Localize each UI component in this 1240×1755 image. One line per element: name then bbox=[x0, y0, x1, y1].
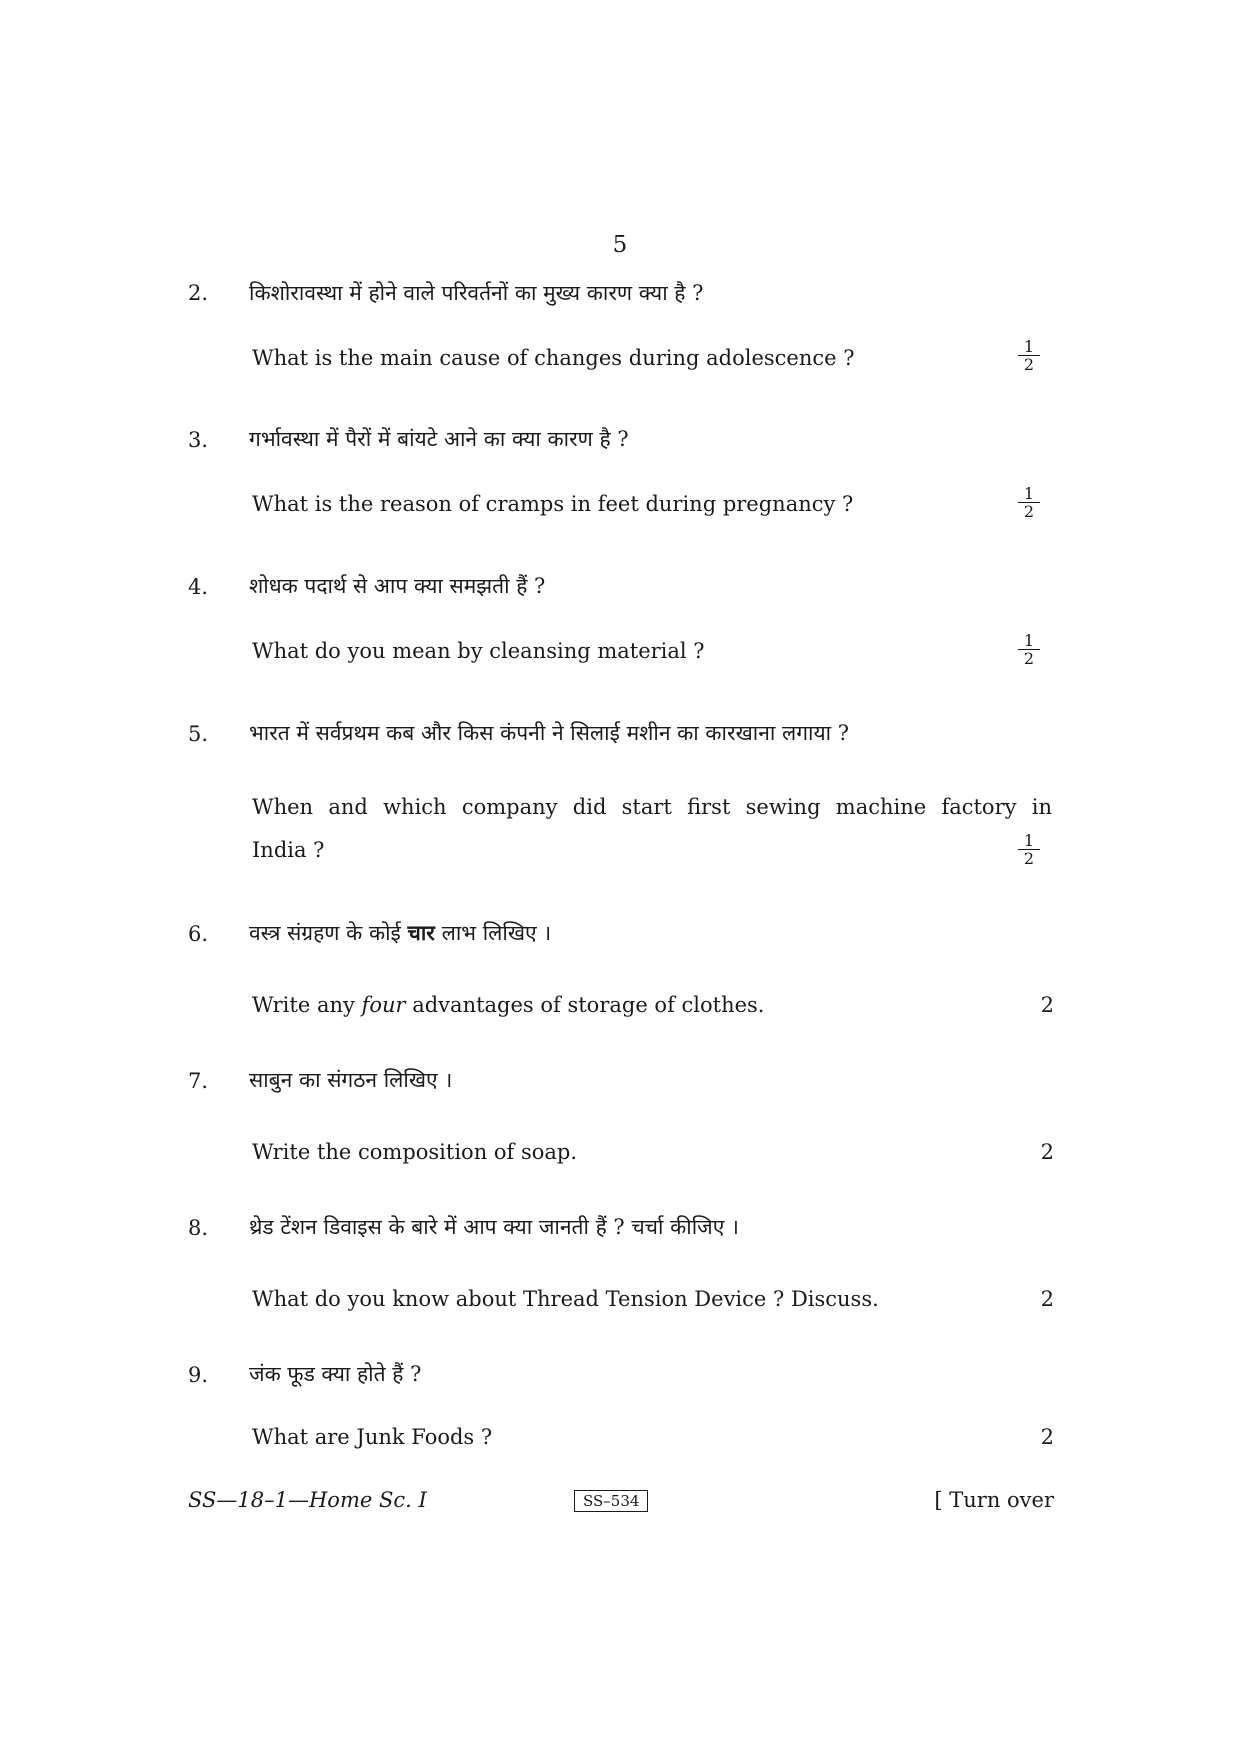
question-english: What are Junk Foods ? bbox=[252, 1425, 493, 1449]
marks-denominator: 2 bbox=[1023, 849, 1035, 868]
marks-denominator: 2 bbox=[1023, 502, 1035, 521]
marks-denominator: 2 bbox=[1023, 355, 1035, 374]
marks-fraction bbox=[1018, 485, 1040, 520]
question-number: 3. bbox=[188, 428, 209, 452]
marks: 2 bbox=[1040, 993, 1054, 1017]
question-english-emphasis: four bbox=[361, 993, 406, 1017]
question-english-part: advantages of storage of clothes. bbox=[412, 993, 765, 1017]
question-english: What do you know about Thread Tension Device ? Discuss. bbox=[252, 1287, 879, 1311]
marks-numerator: 1 bbox=[1018, 632, 1040, 650]
question-hindi: गर्भावस्था में पैरों में बांयटे आने का क्या कारण है ? bbox=[249, 427, 629, 451]
marks-numerator: 1 bbox=[1018, 832, 1040, 850]
marks-fraction bbox=[1018, 832, 1040, 867]
question-english: What is the main cause of changes during adolescence ? bbox=[252, 346, 855, 370]
marks: 2 bbox=[1040, 1140, 1054, 1164]
question-hindi: थ्रेड टेंशन डिवाइस के बारे में आप क्या जानती हैं ? चर्चा कीजिए । bbox=[249, 1215, 739, 1239]
marks-fraction bbox=[1018, 338, 1040, 373]
question-hindi: भारत में सर्वप्रथम कब और किस कंपनी ने सिलाई मशीन का कारखाना लगाया ? bbox=[249, 721, 850, 745]
marks: 2 bbox=[1040, 1425, 1054, 1449]
question-hindi-part: लाभ लिखिए । bbox=[441, 921, 552, 945]
marks: 2 bbox=[1040, 1287, 1054, 1311]
footer-paper-code: SS—18–1—Home Sc. I bbox=[188, 1488, 427, 1512]
question-english bbox=[252, 993, 1052, 1017]
question-english-part: Write any bbox=[252, 993, 355, 1017]
question-number: 2. bbox=[188, 281, 209, 305]
question-hindi: जंक फूड क्या होते हैं ? bbox=[249, 1362, 422, 1386]
marks-numerator: 1 bbox=[1018, 485, 1040, 503]
question-hindi-emphasis: चार bbox=[407, 920, 435, 945]
question-number: 5. bbox=[188, 722, 209, 746]
question-hindi: शोधक पदार्थ से आप क्या समझती हैं ? bbox=[249, 574, 546, 598]
question-hindi: किशोरावस्था में होने वाले परिवर्तनों का मुख्य कारण क्या है ? bbox=[249, 281, 704, 305]
question-hindi bbox=[249, 919, 551, 947]
question-hindi-part: वस्त्र संग्रहण के कोई bbox=[249, 921, 401, 945]
question-number: 6. bbox=[188, 922, 209, 946]
question-english: Write the composition of soap. bbox=[252, 1140, 578, 1164]
question-number: 9. bbox=[188, 1363, 209, 1387]
marks-numerator: 1 bbox=[1018, 338, 1040, 356]
question-number: 4. bbox=[188, 575, 209, 599]
marks-fraction bbox=[1018, 632, 1040, 667]
question-english-line2: India ? bbox=[252, 838, 325, 862]
page-number: 5 bbox=[612, 232, 628, 258]
question-english: What is the reason of cramps in feet during pregnancy ? bbox=[252, 492, 854, 516]
footer-turn-over: [ Turn over bbox=[934, 1488, 1054, 1512]
question-english-line1: When and which company did start first sewing machine factory in bbox=[252, 795, 1052, 819]
marks-denominator: 2 bbox=[1023, 649, 1035, 668]
question-english: What do you mean by cleansing material ? bbox=[252, 639, 705, 663]
question-hindi: साबुन का संगठन लिखिए । bbox=[249, 1068, 453, 1092]
question-number: 8. bbox=[188, 1216, 209, 1240]
question-number: 7. bbox=[188, 1069, 209, 1093]
footer-series-code: SS–534 bbox=[574, 1490, 648, 1512]
